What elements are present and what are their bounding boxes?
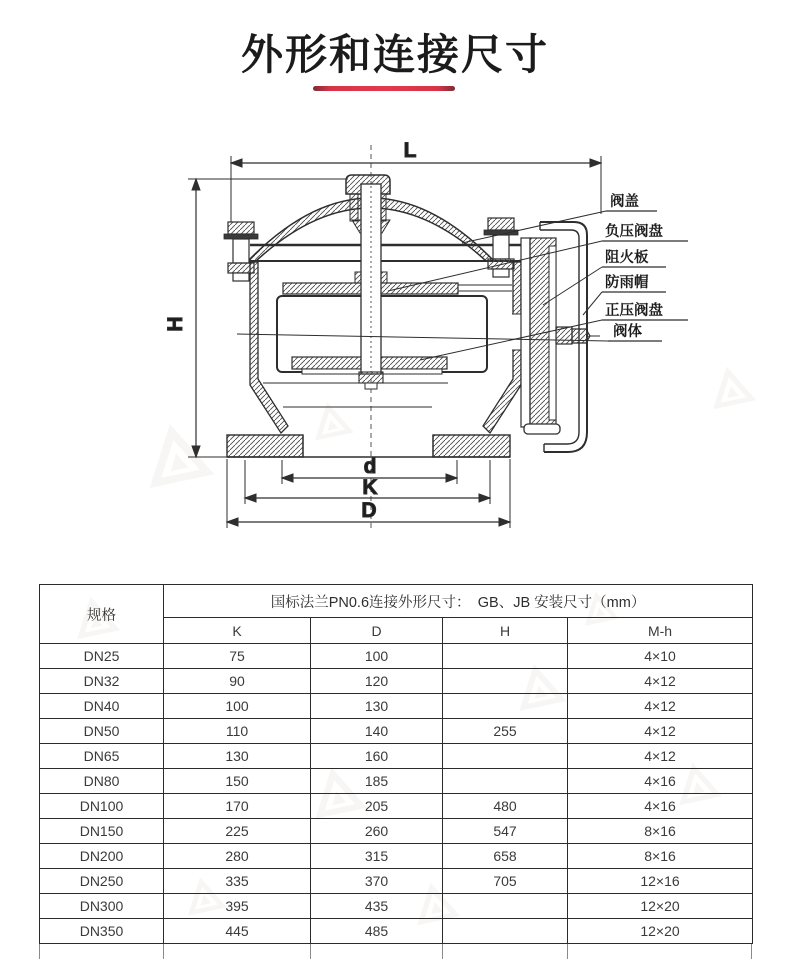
table-cell: 170 [164, 794, 311, 819]
side-bolt [556, 327, 600, 344]
table-cell: 280 [164, 844, 311, 869]
table-row [40, 894, 753, 919]
table-cell: DN200 [40, 844, 164, 869]
table-cell [443, 769, 568, 794]
svg-text:阻火板: 阻火板 [605, 250, 649, 266]
table-cell: 260 [311, 819, 443, 844]
svg-text:L: L [403, 139, 417, 162]
table-cell: DN300 [40, 894, 164, 919]
table-cell: DN100 [40, 794, 164, 819]
table-row [40, 644, 753, 669]
part-label-valve-body [237, 322, 662, 341]
table-cell: 75 [164, 644, 311, 669]
table-cell [443, 744, 568, 769]
table-cell: 100 [311, 644, 443, 669]
table-row [40, 869, 753, 894]
table-cell: 160 [311, 744, 443, 769]
bottom-flange [227, 435, 510, 457]
col-header-H: H [443, 618, 568, 644]
table-cell: 547 [443, 819, 568, 844]
table-row [40, 694, 753, 719]
table-cell: DN150 [40, 819, 164, 844]
table-cell [443, 669, 568, 694]
table-row [40, 844, 753, 869]
col-header-D: D [311, 618, 443, 644]
table-cell: 485 [311, 919, 443, 944]
table-cell [443, 919, 568, 944]
table-cell: 90 [164, 669, 311, 694]
svg-text:d: d [363, 455, 377, 478]
table-cell: 12×20 [568, 919, 753, 944]
table-cell: 4×16 [568, 769, 753, 794]
table-cell: DN40 [40, 694, 164, 719]
svg-text:负压阀盘: 负压阀盘 [605, 224, 663, 240]
svg-text:K: K [362, 476, 378, 499]
table-cell: 255 [443, 719, 568, 744]
table-row [40, 819, 753, 844]
table-cell: 335 [164, 869, 311, 894]
flame-arrestor-plate [521, 238, 560, 434]
table-cutoff-row [39, 944, 752, 959]
table-cell: DN350 [40, 919, 164, 944]
table-cell: DN50 [40, 719, 164, 744]
table-cell: 480 [443, 794, 568, 819]
table-cell: 185 [311, 769, 443, 794]
table-cell: 4×12 [568, 719, 753, 744]
table-row [40, 769, 753, 794]
table-cell: 120 [311, 669, 443, 694]
table-cell: 225 [164, 819, 311, 844]
table-cell [443, 894, 568, 919]
table-cell: 140 [311, 719, 443, 744]
dimension-table-wrap [39, 584, 752, 959]
valve-stem [359, 184, 383, 389]
table-cell [443, 644, 568, 669]
table-cell: 130 [311, 694, 443, 719]
svg-text:D: D [361, 499, 377, 522]
table-row [40, 794, 753, 819]
spec-header-cell: 规格 [40, 585, 164, 644]
table-cell: 8×16 [568, 819, 753, 844]
table-cell: 4×12 [568, 669, 753, 694]
table-cell: 315 [311, 844, 443, 869]
table-row [40, 719, 753, 744]
table-cell: 100 [164, 694, 311, 719]
table-cell: DN250 [40, 869, 164, 894]
svg-text:阀体: 阀体 [613, 324, 642, 340]
vacuum-disc [283, 272, 512, 294]
table-cell: 12×20 [568, 894, 753, 919]
title-underline [313, 86, 455, 91]
table-cell: 705 [443, 869, 568, 894]
col-header-K: K [164, 618, 311, 644]
table-cell: 445 [164, 919, 311, 944]
col-header-M-h: M-h [568, 618, 753, 644]
page-title: 外形和连接尺寸 [240, 31, 549, 78]
table-cell: 4×12 [568, 744, 753, 769]
table-cell: 205 [311, 794, 443, 819]
table-cell: 4×10 [568, 644, 753, 669]
table-header-row [40, 585, 753, 618]
svg-text:阀盖: 阀盖 [610, 194, 639, 210]
table-cell: DN65 [40, 744, 164, 769]
table-cell: 395 [164, 894, 311, 919]
table-cell: 370 [311, 869, 443, 894]
svg-text:正压阀盘: 正压阀盘 [605, 303, 663, 319]
table-cell: 435 [311, 894, 443, 919]
table-cell [443, 694, 568, 719]
table-cell: 12×16 [568, 869, 753, 894]
table-cell: DN32 [40, 669, 164, 694]
svg-text:防雨帽: 防雨帽 [605, 275, 649, 291]
table-cell: DN25 [40, 644, 164, 669]
svg-text:H: H [164, 316, 187, 332]
table-cell: 110 [164, 719, 311, 744]
table-cell: 4×16 [568, 794, 753, 819]
group-header-cell: 国标法兰PN0.6连接外形尺寸： GB、JB 安装尺寸（mm） [164, 585, 753, 618]
table-cell: 130 [164, 744, 311, 769]
table-cell: DN80 [40, 769, 164, 794]
table-row [40, 919, 753, 944]
valve-body-drawing [224, 175, 600, 457]
table-row [40, 744, 753, 769]
table-row [40, 669, 753, 694]
table-cell: 8×16 [568, 844, 753, 869]
table-cell: 150 [164, 769, 311, 794]
table-cell: 658 [443, 844, 568, 869]
dimension-table [39, 584, 753, 944]
table-cell: 4×12 [568, 694, 753, 719]
